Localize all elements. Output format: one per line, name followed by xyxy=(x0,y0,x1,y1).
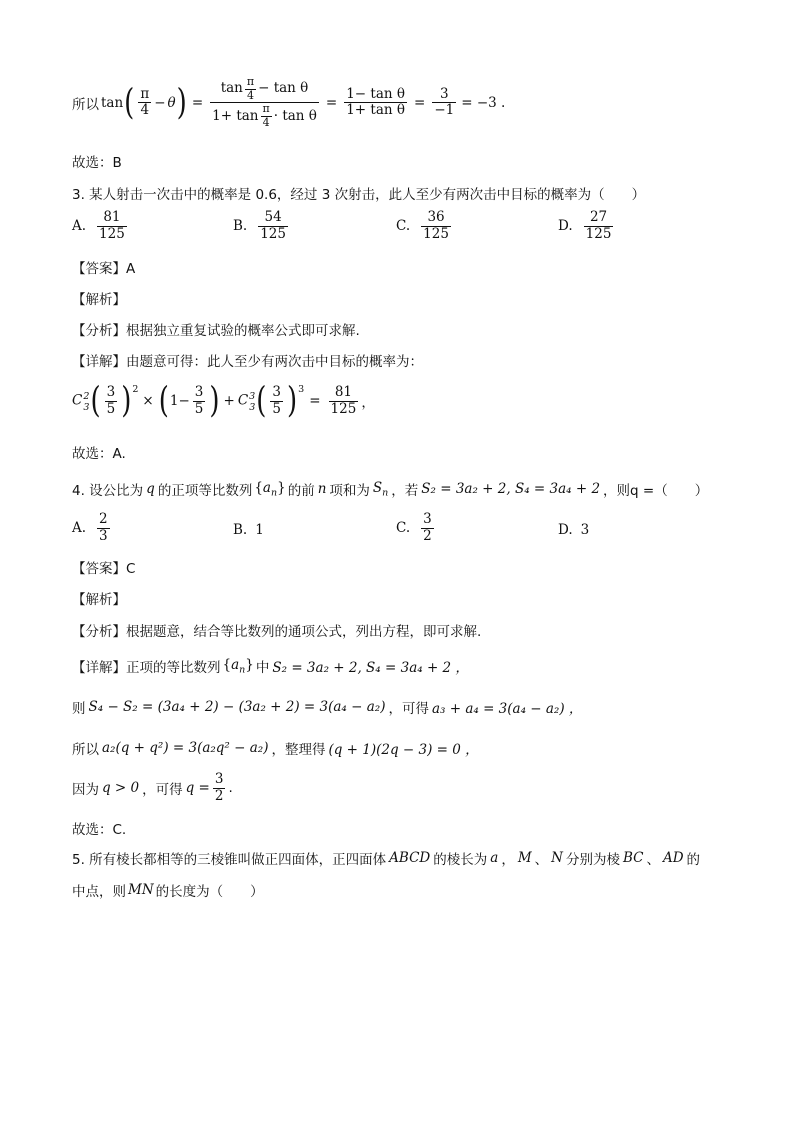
q3-option-b: B. $\frac{54}{125}$ xyxy=(233,209,286,242)
q3-fenxi: 【分析】根据独立重复试验的概率公式即可求解. xyxy=(72,323,360,339)
q5-line1: 5. 所有棱长都相等的三棱锥叫做正四面体，正四面体 ABCD 的棱长为 a ， M 、 N 分别为棱 BC 、 AD 的 xyxy=(72,850,701,868)
q4-answer: 【答案】C xyxy=(72,561,136,577)
q4-xiangjie: 【详解】 正项的等比数列 $\{a_n\}$ 中 S₂ = 3a₂ + 2, S₄ = 3a₄ + 2 ， xyxy=(72,656,469,676)
q4-choice: 故选：C. xyxy=(72,822,127,838)
q3-analysis-tag: 【解析】 xyxy=(72,292,126,308)
q3-xiangjie: 【详解】由题意可得：此人至少有两次击中目标的概率为： xyxy=(72,354,423,370)
q3-choice: 故选：A. xyxy=(72,446,126,462)
q2-choice: 故选：B xyxy=(72,155,122,171)
q4-stem: 4. 设公比为 q 的正项等比数列 $\{a_n\}$ 的前 n 项和为 $S_n$ ，若 S₂ = 3a₂ + 2, S₄ = 3a₄ + 2 ，则 q =（ ） xyxy=(72,479,709,499)
tan-formula-line: 所以 tan ( $\frac{\pi}{4}$ − θ ) = tan $\frac{\pi}{4}$ − tan θ 1+ tan $\frac{\pi}{4}$ · tan θ = $\frac{\text{1− tan θ}}{\text{1+ tan θ}}$ = $\frac{3}{-1}$ = −3 . xyxy=(72,75,506,129)
tan-lhs: tan xyxy=(101,94,124,111)
q3-binomial-formula: $C^2_3$ ( $\frac{3}{5}$ ) $^2$ × ( 1− $\frac{3}{5}$ ) + $C^3_3$ ( $\frac{3}{5}$ ) $^3$ = $\frac{81}{125}$ ， xyxy=(72,380,375,422)
q4-analysis-tag: 【解析】 xyxy=(72,592,126,608)
q3-result-fraction: $\frac{81}{125}$ xyxy=(330,384,357,417)
q3-stem: 3. 某人射击一次击中的概率是 0.6，经过 3 次射击，此人至少有两次击中目标的概率为（ ） xyxy=(72,187,646,203)
q3-option-a: A. $\frac{81}{125}$ xyxy=(72,209,125,242)
q4-option-b: B. 1 xyxy=(233,522,264,538)
q5-line2: 中点，则 MN 的长度为（ ） xyxy=(72,882,264,900)
q3-option-c: C. $\frac{36}{125}$ xyxy=(396,209,449,242)
q3-option-d: D. $\frac{27}{125}$ xyxy=(558,209,612,242)
pi-over-4: $\frac{\pi}{4}$ xyxy=(140,85,150,119)
numeric-fraction: $\frac{3}{-1}$ xyxy=(434,85,455,119)
q4-fenxi: 【分析】根据题意，结合等比数列的通项公式，列出方程，即可求解. xyxy=(72,624,482,640)
q4-step1: 则 S₄ − S₂ = (3a₄ + 2) − (3a₂ + 2) = 3(a₄ − a₂) ，可得 a₃ + a₄ = 3(a₄ − a₂) ， xyxy=(72,699,583,717)
q4-option-d: D. 3 xyxy=(558,522,590,538)
tan-difference-fraction: tan $\frac{\pi}{4}$ − tan θ 1+ tan $\frac{\pi}{4}$ · tan θ xyxy=(212,75,317,129)
q4-step3: 因为 q > 0 ，可得 q = $\frac{3}{2}$ . xyxy=(72,771,233,804)
simplified-fraction: $\frac{\text{1− tan θ}}{\text{1+ tan θ}}$ xyxy=(346,85,405,119)
q3-answer: 【答案】A xyxy=(72,261,136,277)
q4-step2: 所以 a₂(q + q²) = 3(a₂q² − a₂) ，整理得 (q + 1)(2q − 3) = 0 ， xyxy=(72,740,479,758)
tan-prefix: 所以 xyxy=(72,96,99,113)
tan-result: = −3 . xyxy=(461,94,506,111)
q4-option-a: A. $\frac{2}{3}$ xyxy=(72,511,108,544)
q4-option-c: C. $\frac{3}{2}$ xyxy=(396,511,432,544)
